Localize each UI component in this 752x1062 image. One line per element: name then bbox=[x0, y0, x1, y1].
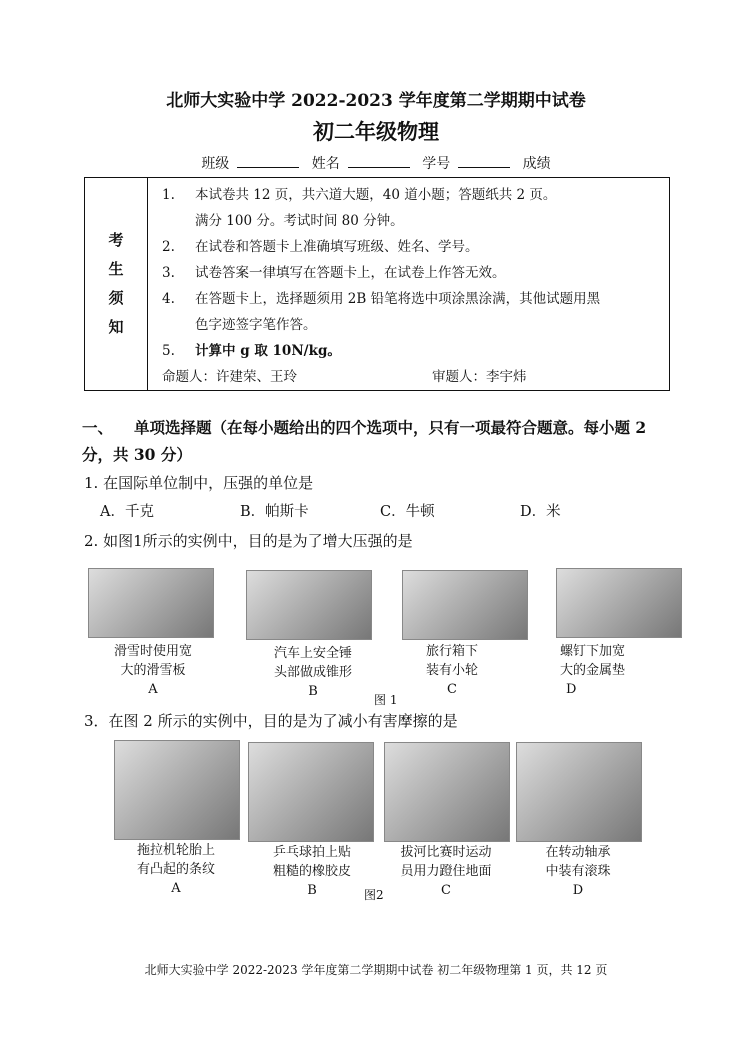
suitcase-image bbox=[402, 570, 528, 640]
instructions-heading bbox=[85, 178, 148, 391]
exam-subtitle: 初二年级物理 bbox=[313, 119, 439, 144]
instruction-text: 在答题卡上，选择题须用 2B 铅笔将选中项涂黑涂满，其他试题用黑 bbox=[195, 291, 601, 307]
caption-line: 拔河比赛时运动 bbox=[400, 845, 492, 860]
safety-hammer-image bbox=[246, 570, 372, 640]
class-blank bbox=[237, 155, 299, 168]
instructions-content bbox=[148, 178, 670, 391]
instruction-text: 试卷答案一律填写在答题卡上，在试卷上作答无效。 bbox=[195, 265, 506, 281]
instruction-text: 计算中 g 取 10N/kg。 bbox=[195, 343, 341, 359]
screw-washer-image bbox=[556, 568, 682, 638]
authors-line bbox=[162, 364, 661, 390]
snowboard-image bbox=[88, 568, 214, 638]
caption-letter: A bbox=[171, 881, 181, 896]
exam-title: 北师大实验中学 2022-2023 学年度第二学期期中试卷 bbox=[166, 91, 586, 111]
caption-line: 滑雪时使用宽 bbox=[113, 644, 192, 659]
caption-line: 员用力蹬住地面 bbox=[400, 864, 492, 879]
option-a: A．千克 bbox=[100, 504, 154, 520]
caption-line: 乒乓球拍上贴 bbox=[272, 845, 351, 860]
instruction-text: 在试卷和答题卡上准确填写班级、姓名、学号。 bbox=[195, 239, 479, 255]
caption-letter: D bbox=[566, 682, 577, 697]
heading-char: 须 bbox=[108, 289, 124, 307]
caption-line: 中装有滚珠 bbox=[545, 864, 611, 879]
tug-of-war-image bbox=[384, 742, 510, 842]
caption-line: 头部做成锥形 bbox=[273, 665, 352, 680]
caption-line: 在转动轴承 bbox=[545, 845, 611, 860]
question-3-stem: 3．在图 2 所示的实例中，目的是为了减小有害摩擦的是 bbox=[84, 712, 458, 730]
caption-3a bbox=[120, 841, 232, 898]
instruction-number: 4. bbox=[162, 291, 175, 307]
instruction-item bbox=[162, 234, 661, 260]
heading-char: 知 bbox=[108, 318, 124, 336]
score-label: 成绩 bbox=[522, 156, 551, 172]
student-info-line bbox=[0, 153, 752, 173]
caption-line: 拖拉机轮胎上 bbox=[136, 843, 215, 858]
caption-line: 汽车上安全锤 bbox=[273, 646, 352, 661]
instructions-table bbox=[84, 177, 670, 391]
figure-1-label: 图 1 bbox=[374, 693, 398, 707]
instruction-continuation: 色字迹签字笔作答。 bbox=[195, 317, 317, 333]
ping-pong-paddle-image bbox=[248, 742, 374, 842]
instruction-number: 3. bbox=[162, 265, 175, 281]
page-footer: 北师大实验中学 2022-2023 学年度第二学期期中试卷 初二年级物理第 1 页，共 12 页 bbox=[144, 963, 608, 977]
instruction-continuation: 满分 100 分。考试时间 80 分钟。 bbox=[195, 213, 404, 229]
question-1-options bbox=[100, 500, 660, 521]
instruction-number: 2. bbox=[162, 239, 175, 255]
caption-letter: C bbox=[441, 883, 451, 898]
name-label: 姓名 bbox=[311, 156, 340, 172]
caption-line: 粗糙的橡胶皮 bbox=[272, 864, 351, 879]
instruction-item bbox=[162, 338, 661, 364]
caption-3b bbox=[256, 843, 368, 900]
student-id-label: 学号 bbox=[422, 156, 451, 172]
reviewer: 审题人：李宇炜 bbox=[432, 369, 527, 385]
tractor-tire-image bbox=[114, 740, 240, 840]
caption-line: 旅行箱下 bbox=[425, 644, 478, 659]
authors: 命题人：许建荣、王玲 bbox=[162, 369, 297, 385]
question-2-stem: 2. 如图1所示的实例中，目的是为了增大压强的是 bbox=[84, 532, 413, 550]
instruction-item bbox=[162, 182, 661, 208]
option-b: B．帕斯卡 bbox=[240, 504, 309, 520]
caption-letter: B bbox=[307, 883, 317, 898]
heading-char: 生 bbox=[108, 260, 124, 278]
student-id-blank bbox=[458, 155, 510, 168]
caption-3c bbox=[390, 843, 502, 900]
instruction-item bbox=[162, 260, 661, 286]
option-d: D．米 bbox=[520, 504, 561, 520]
caption-line: 大的滑雪板 bbox=[120, 663, 186, 678]
option-c: C．牛顿 bbox=[380, 504, 435, 520]
caption-letter: D bbox=[572, 883, 584, 898]
caption-2a bbox=[98, 642, 208, 699]
name-blank bbox=[348, 155, 410, 168]
caption-line: 大的金属垫 bbox=[560, 663, 626, 678]
class-label: 班级 bbox=[201, 156, 230, 172]
instruction-text: 本试卷共 12 页，共六道大题，40 道小题；答题纸共 2 页。 bbox=[195, 187, 557, 203]
heading-char: 考 bbox=[108, 231, 124, 249]
ball-bearing-image bbox=[516, 742, 642, 842]
caption-2c bbox=[412, 642, 492, 699]
instruction-number: 1. bbox=[162, 187, 175, 203]
caption-2b bbox=[255, 644, 371, 701]
caption-2d bbox=[560, 642, 660, 699]
caption-line: 装有小轮 bbox=[425, 663, 478, 678]
section-heading bbox=[82, 414, 672, 468]
section-text: 单项选择题（在每小题给出的四个选项中，只有一项最符合题意。每小题 2 分，共 30 分） bbox=[82, 418, 647, 464]
instruction-number: 5. bbox=[162, 343, 175, 359]
caption-letter: C bbox=[447, 682, 457, 697]
caption-line: 有凸起的条纹 bbox=[136, 862, 215, 877]
caption-3d bbox=[526, 843, 630, 900]
figure-2-label: 图2 bbox=[364, 888, 384, 902]
caption-line: 螺钉下加宽 bbox=[560, 644, 626, 659]
question-1-stem: 1. 在国际单位制中，压强的单位是 bbox=[84, 474, 314, 492]
section-number: 一、 bbox=[82, 418, 114, 437]
caption-letter: B bbox=[308, 684, 318, 699]
instruction-item bbox=[162, 286, 661, 312]
caption-letter: A bbox=[148, 682, 158, 697]
